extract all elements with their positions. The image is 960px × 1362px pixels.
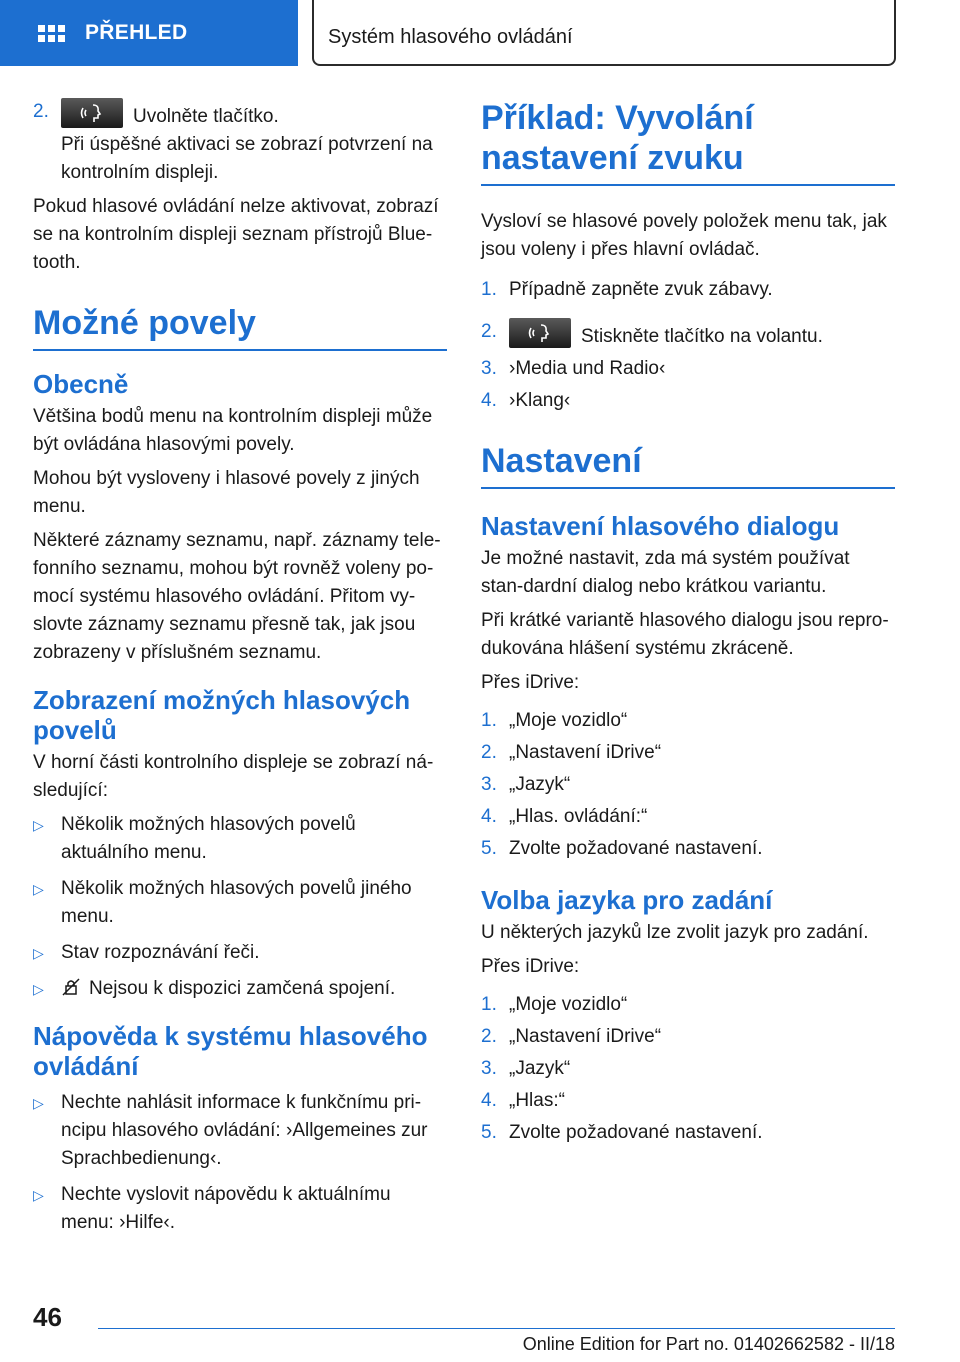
list-item: 5. Zvolte požadované nastavení.: [481, 1122, 763, 1143]
triangle-bullet-icon: ▷: [33, 1095, 44, 1111]
example-paragraph: Vysloví se hlasové povely položek menu tak, jak jsou voleny i přes hlavní ovládač.: [481, 211, 887, 260]
dialog-paragraph-2: Při krátké variantě hlasového dialogu jsou repro-dukována hlášení systému zkráceně.: [481, 610, 889, 659]
display-bullet-list: [33, 811, 447, 1003]
display-paragraph: V horní části kontrolního displeje se zobrazí ná-sledující:: [33, 752, 434, 801]
dialog-step-list: [481, 707, 895, 863]
help-bullet-list: [33, 1089, 447, 1237]
list-item: 1. Případně zapněte zvuk zábavy.: [481, 279, 773, 300]
list-item: 1. „Moje vozidlo“: [481, 994, 628, 1015]
triangle-bullet-icon: ▷: [33, 817, 44, 833]
subheading-general: Obecně: [33, 369, 129, 399]
overview-tab[interactable]: [0, 0, 298, 66]
via-idrive-label: Přes iDrive:: [481, 672, 580, 693]
edition-label: Online Edition for Part no. 01402662582 - II/18: [522, 1334, 895, 1354]
overview-label: PŘEHLED: [85, 21, 188, 44]
list-item: 3. „Jazyk“: [481, 1058, 571, 1079]
general-paragraph-2: Mohou být vysloveny i hlasové povely z jiných menu.: [33, 468, 420, 517]
section-heading-commands: Možné povely: [33, 303, 447, 351]
footer-divider: [98, 1328, 895, 1329]
triangle-bullet-icon: ▷: [33, 1187, 44, 1203]
locked-connection-icon: [61, 977, 81, 997]
list-item: 2. „Nastavení iDrive“: [481, 1026, 662, 1047]
list-item: 4. ›Klang‹: [481, 390, 571, 411]
example-step-list: [481, 276, 895, 415]
triangle-bullet-icon: ▷: [33, 881, 44, 897]
language-paragraph: U některých jazyků lze zvolit jazyk pro zadání.: [481, 922, 869, 943]
fail-paragraph: Pokud hlasové ovládání nelze aktivovat, zobrazí se na kontrolním displeji seznam přístrojů Blue-tooth.: [33, 196, 439, 273]
list-item: 5. Zvolte požadované nastavení.: [481, 838, 763, 859]
list-item: 3. ›Media und Radio‹: [481, 358, 666, 379]
triangle-bullet-icon: ▷: [33, 981, 44, 997]
list-item: [33, 98, 447, 131]
step-list-release: [33, 98, 447, 131]
list-item: ▷ Nechte vyslovit nápovědu k aktuálnímu menu: ›Hilfe‹.: [33, 1181, 447, 1237]
dialog-paragraph-1: Je možné nastavit, zda má systém používat stan-dardní dialog nebo krátkou variantu.: [481, 548, 850, 597]
page-number: 46: [33, 1302, 62, 1332]
general-paragraph-3: Některé záznamy seznamu, např. záznamy tele-fonního seznamu, mohou být rovněž voleny po-mocí systému hlasového ovládání. Přitom vy-slovte záznamy seznamu přesně tak, jak jsou zobrazeny v příslušném seznamu.: [33, 530, 441, 663]
list-item: 2. „Nastavení iDrive“: [481, 742, 662, 763]
left-column: [33, 98, 447, 1245]
list-item: 3. „Jazyk“: [481, 774, 571, 795]
via-idrive-label: Přes iDrive:: [481, 956, 580, 977]
confirm-paragraph: Při úspěšné aktivaci se zobrazí potvrzení na kontrolním displeji.: [61, 134, 433, 183]
list-item: 2. Stiskněte tlačítko na volantu.: [481, 318, 895, 351]
subheading-dialog: Nastavení hlasového dialogu: [481, 511, 840, 541]
list-item: ▷ Nechte nahlásit informace k funkčnímu pri-ncipu hlasového ovládání: ›Allgemeines zur Sprachbedienung‹.: [33, 1089, 447, 1173]
voice-control-button-icon: [61, 98, 123, 128]
list-item: ▷ Několik možných hlasových povelů aktuálního menu.: [33, 811, 447, 867]
chapter-title-tab[interactable]: Systém hlasového ovládání: [312, 0, 896, 66]
triangle-bullet-icon: ▷: [33, 945, 44, 961]
step-number: 2.: [33, 101, 49, 122]
subheading-display-commands: Zobrazení možných hlasových povelů: [33, 685, 411, 745]
list-item: ▷ Několik možných hlasových povelů jiného menu.: [33, 875, 447, 931]
subheading-help: Nápověda k systému hlasového ovládání: [33, 1021, 428, 1081]
section-heading-settings: Nastavení: [481, 441, 895, 489]
grid-menu-icon: [38, 25, 65, 42]
list-item: 1. „Moje vozidlo“: [481, 710, 628, 731]
general-paragraph-1: Většina bodů menu na kontrolním displeji může být ovládána hlasovými povely.: [33, 406, 433, 455]
list-item: ▷ Stav rozpoznávání řeči.: [33, 939, 447, 967]
list-item: ▷ Nejsou k dispozici zamčená spojení.: [33, 975, 447, 1003]
subheading-language: Volba jazyka pro zadání: [481, 885, 773, 915]
language-step-list: [481, 991, 895, 1147]
list-item: 4. „Hlas. ovládání:“: [481, 806, 648, 827]
step-text: Uvolněte tlačítko.: [133, 106, 279, 127]
list-item: 4. „Hlas:“: [481, 1090, 565, 1111]
right-column: [481, 98, 895, 1153]
voice-control-button-icon: [509, 318, 571, 348]
section-heading-example: Příklad: Vyvolání nastavení zvuku: [481, 98, 895, 186]
